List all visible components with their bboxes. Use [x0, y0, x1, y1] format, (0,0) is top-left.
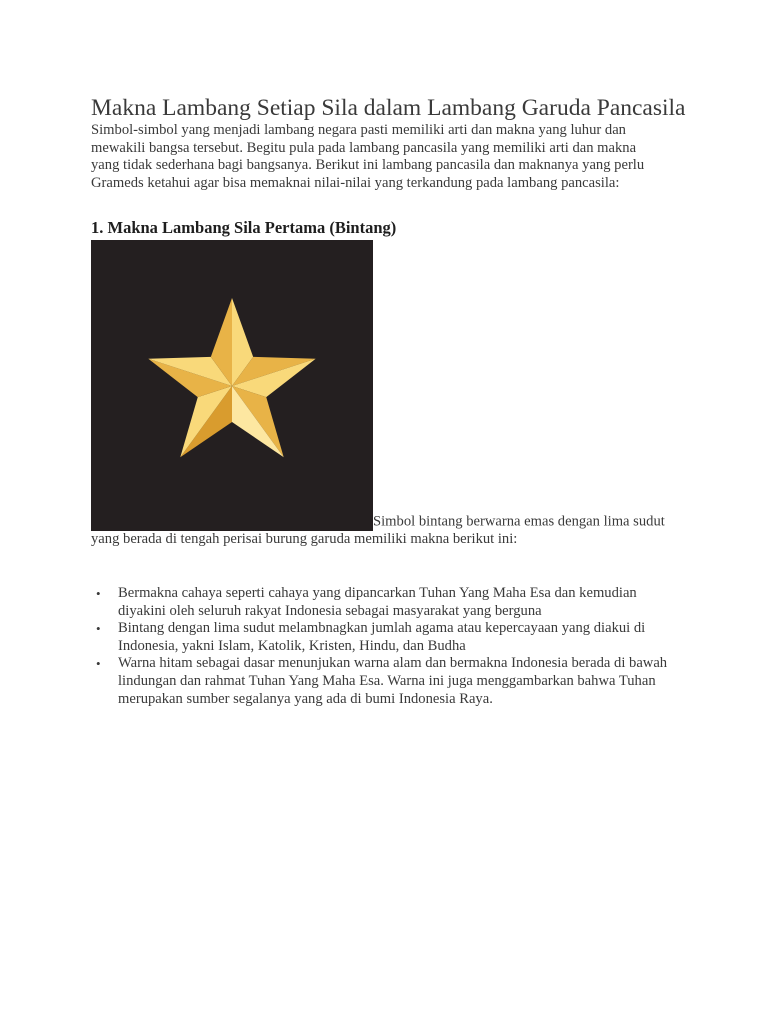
- figure-with-caption: [91, 240, 681, 549]
- bullet-icon: •: [96, 621, 101, 637]
- list-item: [91, 585, 671, 620]
- list-item: [91, 620, 671, 655]
- figure-caption: Simbol bintang berwarna emas dengan lima sudut yang berada di tengah perisai burung garuda memiliki makna berikut ini:: [91, 513, 665, 548]
- meaning-list: [91, 585, 671, 708]
- page-title: Makna Lambang Setiap Sila dalam Lambang Garuda Pancasila: [91, 95, 686, 121]
- list-item: [91, 655, 671, 708]
- list-item-text: Bermakna cahaya seperti cahaya yang dipancarkan Tuhan Yang Maha Esa dan kemudian diyakini oleh seluruh rakyat Indonesia sebagai masyarakat yang berguna: [118, 584, 637, 619]
- star-image: [91, 240, 373, 531]
- document-page: [91, 94, 691, 708]
- bullet-icon: •: [96, 656, 101, 672]
- list-item-text: Warna hitam sebagai dasar menunjukan warna alam dan bermakna Indonesia berada di bawah lindungan dan rahmat Tuhan Yang Maha Esa. Warna ini juga menggambarkan bahwa Tuhan merupakan sumber segalanya yang ada di bumi Indonesia Raya.: [118, 655, 668, 707]
- list-item-text: Bintang dengan lima sudut melambnagkan jumlah agama atau kepercayaan yang diakui di Indonesia, yakni Islam, Katolik, Kristen, Hindu, dan Budha: [118, 620, 646, 654]
- gold-star-icon: [91, 240, 373, 531]
- bullet-icon: •: [96, 585, 101, 601]
- intro-paragraph: Simbol-simbol yang menjadi lambang negara pasti memiliki arti dan makna yang luhur dan mewakili bangsa tersebut. Begitu pula pada lambang pancasila yang memiliki arti dan makna yang tidak sederhana bagi bangsanya. Berikut ini lambang pancasila dan maknanya yang perlu Grameds ketahui agar bisa memaknai nilai-nilai yang terkandung pada lambang pancasila:: [91, 122, 645, 191]
- section-heading: 1. Makna Lambang Sila Pertama (Bintang): [91, 218, 397, 238]
